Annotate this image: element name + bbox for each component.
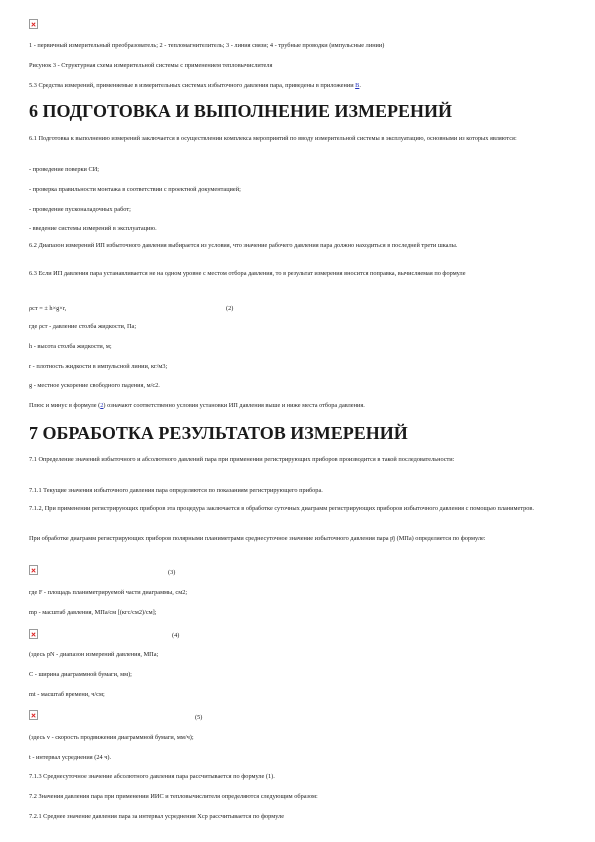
plus-minus-text-b: ) означают соответственно условия установки ИП давления выше и ниже места отбора давления. [103, 402, 365, 409]
paragraph-6-3: 6.3 Если ИП давления пара устанавливается не на одном уровне с местом отбора давления, то в результат измерения вносится поправка, вычисляемая по формуле [29, 270, 466, 277]
equation-number-5: (5) [195, 714, 203, 721]
paragraph-7-2: 7.2 Значения давления пара при применении ИИС и тепловычислителя определяются следующим образом: [29, 793, 318, 800]
broken-image-icon [29, 710, 38, 720]
list-item: - введение системы измерений в эксплуатацию. [29, 225, 157, 232]
list-item: - проведение поверки СИ; [29, 166, 99, 173]
where-h: h - высота столба жидкости, м; [29, 343, 112, 350]
where-mp: mp - масштаб давления, МПа/см [(кгс/см2)/см]; [29, 609, 157, 616]
paragraph-7-2-1: 7.2.1 Среднее значение давления пара за интервал усреднения Хср рассчитывается по формуле [29, 813, 285, 820]
where-F: где F - площадь планиметрируемой части диаграммы, см2; [29, 589, 188, 596]
figure-caption: Рисунок 3 - Структурная схема измерительной системы с применением тепловычислителя [29, 62, 273, 69]
paragraph-7-1-1: 7.1.1 Текущие значения избыточного давления пара определяются по показаниям регистрирующего прибора. [29, 487, 323, 494]
formula-2: ρст = ± h×g×r, [29, 305, 67, 312]
equation-number-4: (4) [172, 632, 180, 639]
list-item: - проведение пусконаладочных работ; [29, 206, 131, 213]
broken-image-icon [29, 629, 38, 639]
paragraph-7-1-3: 7.1.3 Среднесуточное значение абсолютного давления пара рассчитывается по формуле (1). [29, 773, 275, 780]
appendix-link[interactable]: В [355, 82, 360, 89]
where-r: r - плотность жидкости в импульсной линии, кг/м3; [29, 363, 168, 370]
paragraph-5-3 [29, 81, 569, 90]
paragraph-7-1-2: 7.1.2, При применении регистрирующих приборов эта процедура заключается в обработке суточных диаграмм регистрирующих приборов избыточного давления с помощью планиметров. [29, 505, 534, 512]
paragraph-6-1: 6.1 Подготовка к выполнению измерений заключается в осуществлении комплекса мероприятий по вводу измерительной системы в эксплуатацию, основными из которых являются: [29, 135, 517, 142]
paragraph-processing: При обработке диаграмм регистрирующих приборов полярными планиметрами среднесуточное значение избыточного давления пара р̄j (МПа) определяется по формуле: [29, 535, 486, 542]
paragraph-7-1: 7.1 Определение значений избыточного и абсолютного давлений пара при применении регистрирующих приборов производится в такой последовательности: [29, 456, 455, 463]
formula-2-link[interactable]: 2 [100, 402, 104, 409]
where-p-st: где ρст - давление столба жидкости, Па; [29, 323, 137, 330]
figure-legend: 1 - первичный измерительный преобразователь; 2 - тепломагнителитель; 3 - линия связи; 4 - трубные проводки (импульсные линии) [29, 42, 385, 49]
plus-minus-note [29, 401, 569, 410]
equation-number-2: (2) [226, 305, 234, 312]
equation-number-3: (3) [168, 569, 176, 576]
where-v: (здесь v - скорость продвижения диаграммной бумаги, мм/ч); [29, 734, 194, 741]
plus-minus-text-a: Плюс и минус в формуле ( [29, 402, 101, 409]
where-g: g - местное ускорение свободного падения, м/с2. [29, 382, 160, 389]
paragraph-5-3-text: 5.3 Средства измерений, применяемые в измерительных системах избыточного давления пара, приведены в приложении [29, 82, 356, 89]
where-C: C - ширина диаграммной бумаги, мм); [29, 671, 132, 678]
section-7-heading: 7 ОБРАБОТКА РЕЗУЛЬТАТОВ ИЗМЕРЕНИЙ [29, 423, 408, 443]
paragraph-5-3-end: . [359, 82, 361, 89]
where-pN: (здесь pN - диапазон измерений давления, МПа; [29, 651, 159, 658]
section-6-heading: 6 ПОДГОТОВКА И ВЫПОЛНЕНИЕ ИЗМЕРЕНИЙ [29, 101, 453, 121]
broken-image-icon [29, 19, 38, 29]
paragraph-6-2: 6.2 Диапазон измерений ИП избыточного давления выбирается из условия, что значение рабочего давления пара должно находиться в последней трети шкалы. [29, 242, 458, 249]
broken-image-icon [29, 565, 38, 575]
list-item: - проверка правильности монтажа в соответствии с проектной документацией; [29, 186, 241, 193]
where-mt: mt - масштаб времени, ч/см; [29, 691, 105, 698]
where-t: t - интервал усреднения (24 ч). [29, 754, 112, 761]
